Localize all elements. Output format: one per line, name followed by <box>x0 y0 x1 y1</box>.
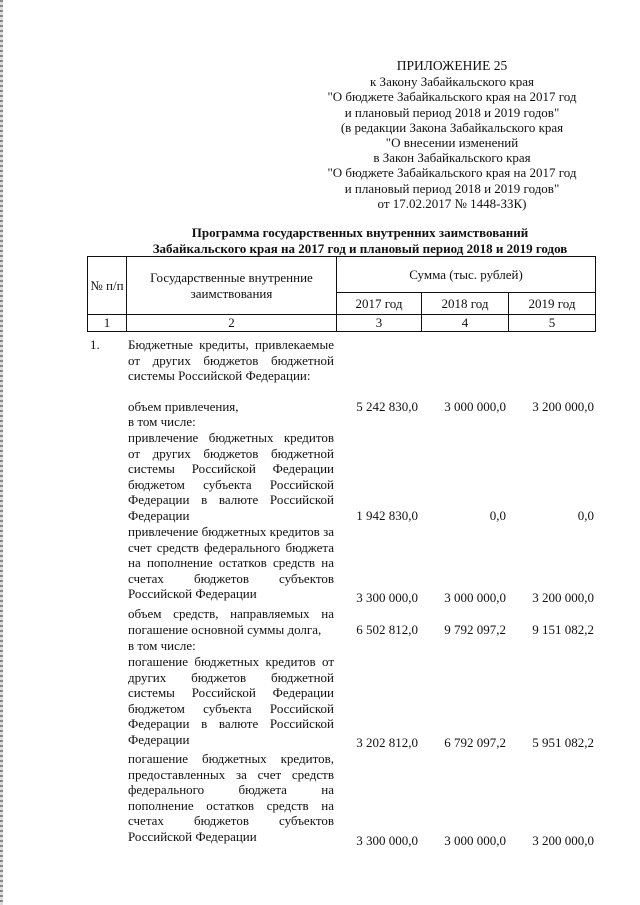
title-line-2: Забайкальского края на 2017 год и плановый период 2018 и 2019 годов <box>152 240 568 256</box>
row-label: привлечение бюджетных кредитов от других бюджетов бюджетной системы Российской Федерации бюджетом субъекта Российской Федерации в валюте Российской Федерации <box>128 430 334 523</box>
year-header: 2019 год <box>509 293 596 315</box>
value-2018: 3 000 000,0 <box>444 590 506 605</box>
value-2019: 0,0 <box>577 508 594 523</box>
value-2018: 0,0 <box>489 508 506 523</box>
value-2017: 3 202 812,0 <box>356 735 418 750</box>
value-2019: 3 200 000,0 <box>532 833 594 848</box>
col-sum-header: Сумма (тыс. рублей) <box>337 257 596 293</box>
index-cell: 2 <box>127 315 337 332</box>
value-2019: 9 151 082,2 <box>532 622 594 637</box>
value-2017: 1 942 830,0 <box>356 508 418 523</box>
value-2017: 5 242 830,0 <box>356 399 418 414</box>
value-2019: 3 200 000,0 <box>532 590 594 605</box>
row-label: Бюджетные кредиты, привлекаемые от других бюджетов бюджетной системы Российской Федерации: <box>128 337 334 384</box>
annex-number: ПРИЛОЖЕНИЕ 25 <box>396 58 508 73</box>
section-number: 1. <box>90 337 100 352</box>
col-name-header: Государственные внутренние заимствования <box>127 257 337 315</box>
row-label: привлечение бюджетных кредитов за счет средств федерального бюджета на пополнение остатков средств на счетах бюджетов субъектов Российской Федерации <box>128 524 334 602</box>
index-cell: 5 <box>509 315 596 332</box>
row-label: объем средств, направляемых на погашение основной суммы долга, <box>128 606 334 637</box>
index-cell: 1 <box>88 315 127 332</box>
header-line: к Закону Забайкальского края <box>369 74 534 90</box>
value-2017: 3 300 000,0 <box>356 590 418 605</box>
year-header: 2017 год <box>337 293 422 315</box>
value-2018: 9 792 097,2 <box>444 622 506 637</box>
row-label: погашение бюджетных кредитов, предоставленных за счет средств федерального бюджета на пополнение остатков средств на счетах бюджетов субъектов Российской Федерации <box>128 751 334 844</box>
header-line: "О бюджете Забайкальского края на 2017 год <box>327 165 577 181</box>
value-2018: 6 792 097,2 <box>444 735 506 750</box>
header-line: и плановый период 2018 и 2019 годов" <box>344 104 560 120</box>
value-2019: 5 951 082,2 <box>532 735 594 750</box>
row-label: в том числе: <box>128 414 196 429</box>
value-2018: 3 000 000,0 <box>444 833 506 848</box>
row-label: погашение бюджетных кредитов от других бюджетов бюджетной системы Российской Федерации бюджетом субъекта Российской Федерации в валюте Российской Федерации <box>128 654 334 747</box>
header-line: и плановый период 2018 и 2019 годов" <box>344 180 560 196</box>
title-line-1: Программа государственных внутренних заимствований <box>191 225 529 240</box>
header-line: "О внесении изменений <box>385 135 519 151</box>
value-2018: 3 000 000,0 <box>444 399 506 414</box>
header-line: от 17.02.2017 № 1448-ЗЗК) <box>377 195 527 211</box>
value-2017: 3 300 000,0 <box>356 833 418 848</box>
index-cell: 4 <box>422 315 509 332</box>
index-cell: 3 <box>337 315 422 332</box>
row-label: в том числе: <box>128 638 196 653</box>
value-2017: 6 502 812,0 <box>356 622 418 637</box>
row-label: объем привлечения, <box>128 399 239 414</box>
header-line: (в редакции Закона Забайкальского края <box>340 119 564 135</box>
header-line: в Закон Забайкальского края <box>373 150 531 166</box>
header-line: "О бюджете Забайкальского края на 2017 год <box>327 89 577 105</box>
col-number-header: № п/п <box>88 257 127 315</box>
year-header: 2018 год <box>422 293 509 315</box>
value-2019: 3 200 000,0 <box>532 399 594 414</box>
